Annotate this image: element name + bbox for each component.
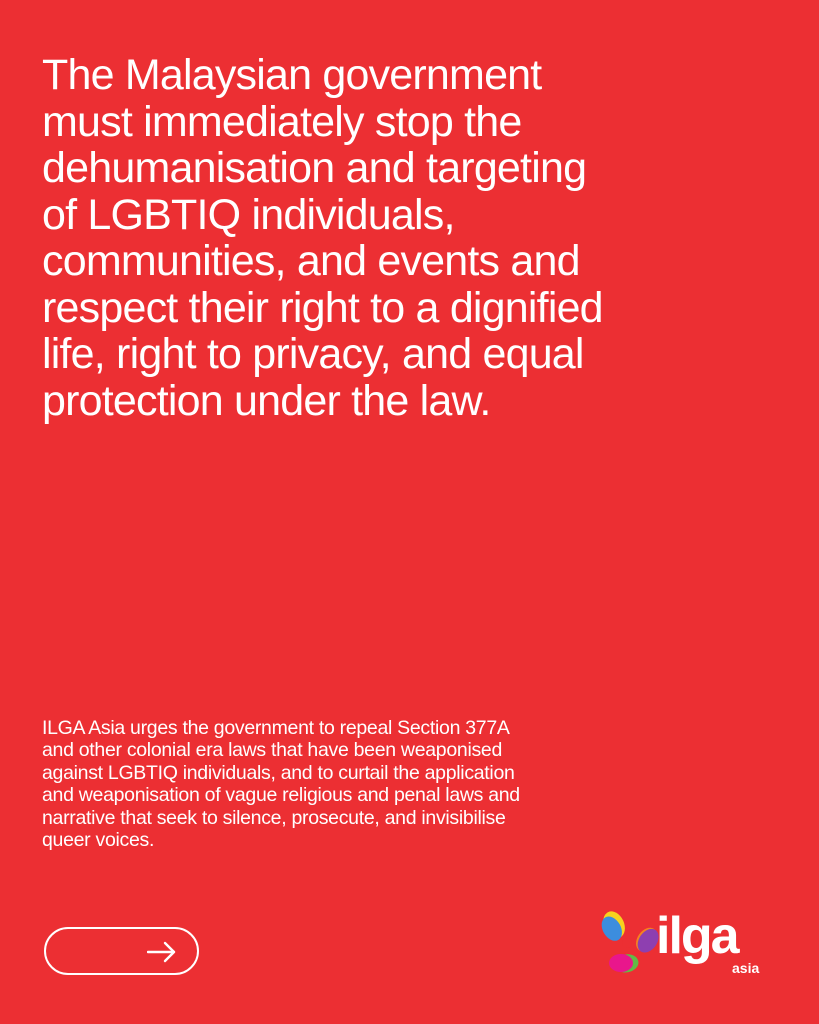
headline-line: respect their right to a dignified <box>42 283 603 332</box>
headline-line: must immediately stop the <box>42 97 522 146</box>
body-line: narrative that seek to silence, prosecute, and invisibilise <box>42 806 506 829</box>
body-line: against LGBTIQ individuals, and to curtail the application <box>42 761 515 784</box>
body-line: ILGA Asia urges the government to repeal Section 377A <box>42 717 510 739</box>
headline-line: The Malaysian government <box>42 51 542 99</box>
headline-line: protection under the law. <box>42 376 491 425</box>
body-paragraph <box>42 717 682 851</box>
headline-line: communities, and events and <box>42 237 580 285</box>
body-line: and other colonial era laws that have been weaponised <box>42 739 503 762</box>
headline-line: life, right to privacy, and equal <box>42 330 584 378</box>
headline-line: dehumanisation and targeting <box>42 144 587 192</box>
next-button[interactable] <box>44 927 199 975</box>
arrow-right-icon <box>147 940 177 964</box>
pinwheel-logo-icon <box>594 905 660 977</box>
ilga-asia-logo <box>594 905 774 985</box>
headline <box>42 52 762 424</box>
headline-line: of LGBTIQ individuals, <box>42 190 455 239</box>
logo-subtitle: asia <box>732 960 760 976</box>
logo-wordmark: ilga <box>656 907 738 965</box>
body-line: queer voices. <box>42 829 155 852</box>
body-line: and weaponisation of vague religious and penal laws and <box>42 784 520 807</box>
